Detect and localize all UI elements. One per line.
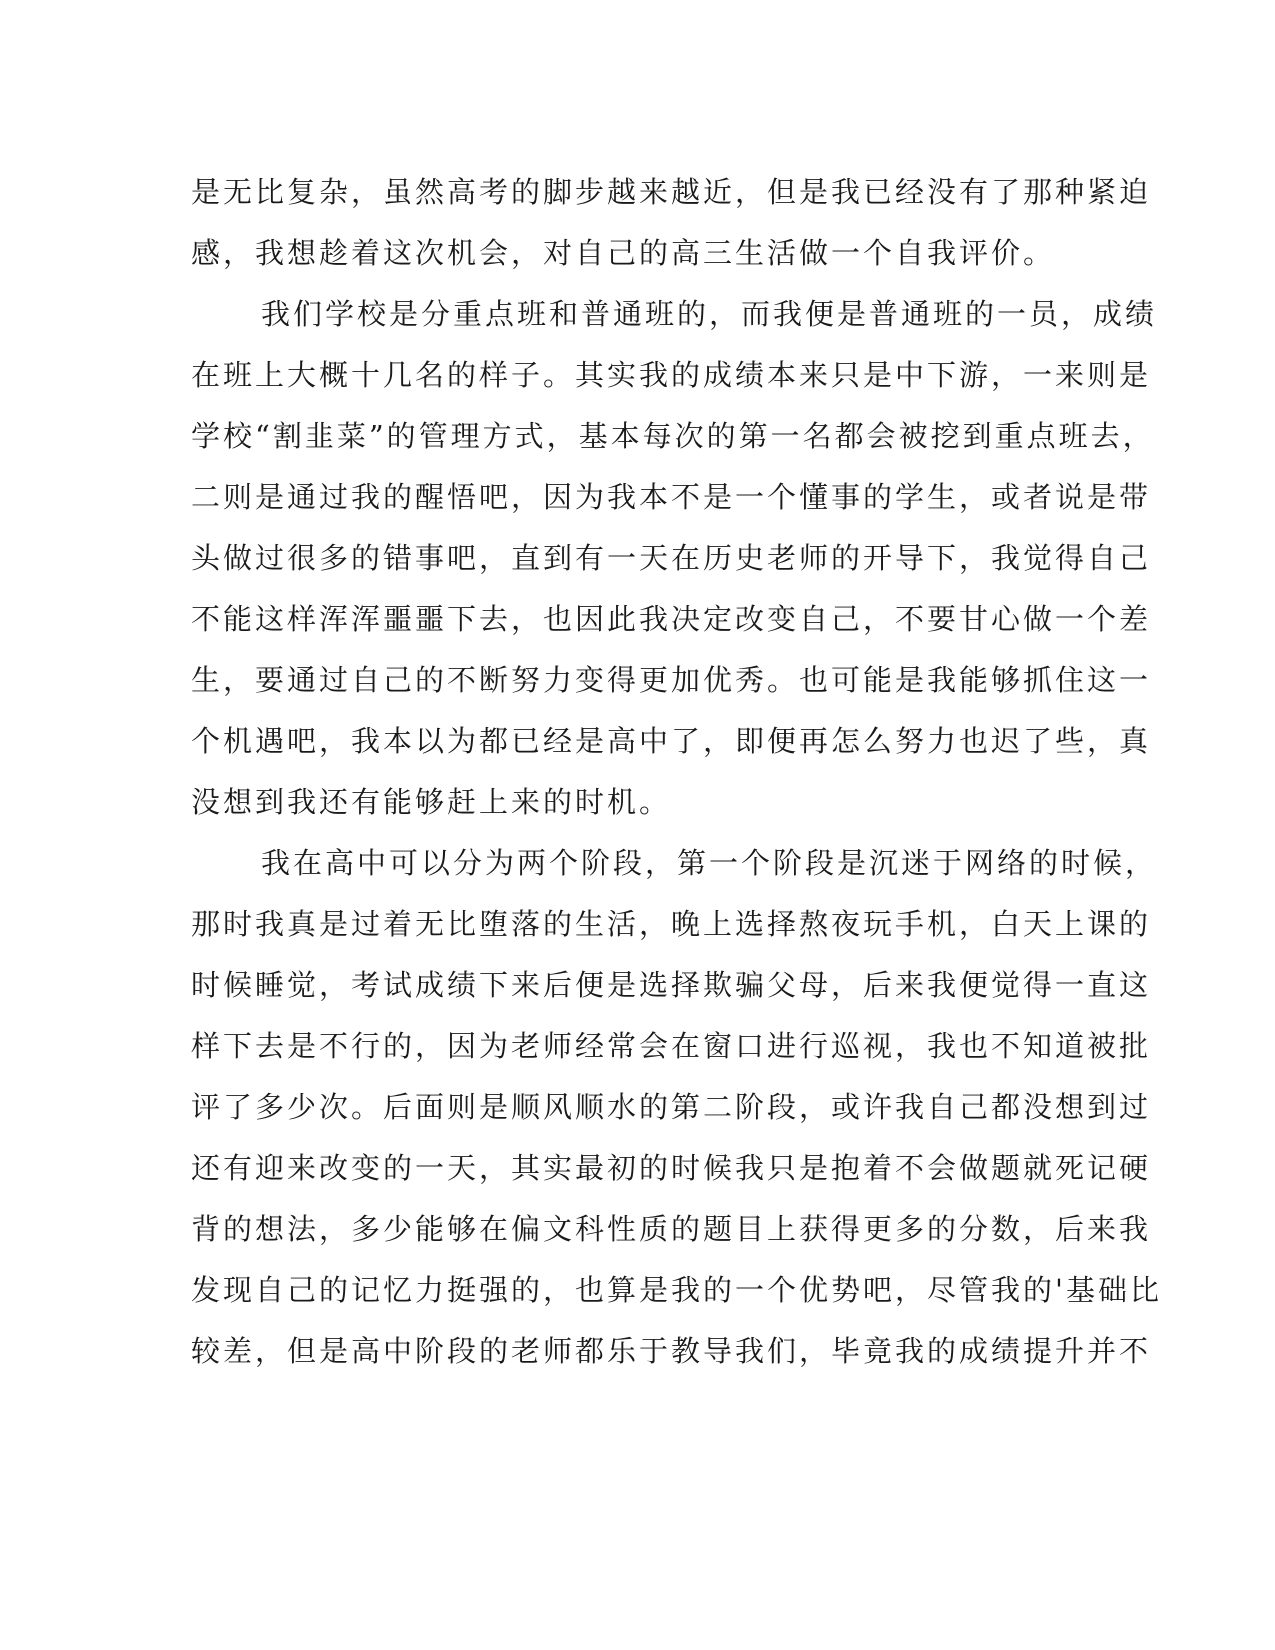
text-line: 背的想法，多少能够在偏文科性质的题目上获得更多的分数，后来我 (191, 1212, 1152, 1246)
text-line: 学校“割韭菜”的管理方式，基本每次的第一名都会被挖到重点班去， (191, 419, 1155, 453)
text-line: 没想到我还有能够赶上来的时机。 (191, 785, 672, 819)
text-line: 那时我真是过着无比堕落的生活，晚上选择熬夜玩手机，白天上课的 (191, 907, 1152, 941)
text-line: 头做过很多的错事吧，直到有一天在历史老师的开导下，我觉得自己 (191, 541, 1152, 575)
text-line: 时候睡觉，考试成绩下来后便是选择欺骗父母，后来我便觉得一直这 (191, 968, 1152, 1002)
body-text (191, 162, 1162, 1382)
text-line: 在班上大概十几名的样子。其实我的成绩本来只是中下游，一来则是 (191, 358, 1152, 392)
text-line: 感，我想趁着这次机会，对自己的高三生活做一个自我评价。 (191, 236, 1056, 270)
text-line: 发现自己的记忆力挺强的，也算是我的一个优势吧，尽管我的'基础比 (191, 1273, 1162, 1307)
text-line: 是无比复杂，虽然高考的脚步越来越近，但是我已经没有了那种紧迫 (191, 175, 1152, 209)
text-line: 二则是通过我的醒悟吧，因为我本不是一个懂事的学生，或者说是带 (191, 480, 1152, 514)
text-line: 样下去是不行的，因为老师经常会在窗口进行巡视，我也不知道被批 (191, 1029, 1152, 1063)
text-line: 生，要通过自己的不断努力变得更加优秀。也可能是我能够抓住这一 (191, 663, 1152, 697)
text-line: 还有迎来改变的一天，其实最初的时候我只是抱着不会做题就死记硬 (191, 1151, 1152, 1185)
paragraph-3 (191, 833, 1162, 1382)
text-line: 不能这样浑浑噩噩下去，也因此我决定改变自己，不要甘心做一个差 (191, 602, 1152, 636)
paragraph-1 (191, 162, 1152, 284)
text-line: 评了多少次。后面则是顺风顺水的第二阶段，或许我自己都没想到过 (191, 1090, 1152, 1124)
text-line: 我在高中可以分为两个阶段，第一个阶段是沉迷于网络的时候， (261, 846, 1158, 880)
paragraph-2 (191, 284, 1158, 833)
text-line: 我们学校是分重点班和普通班的，而我便是普通班的一员，成绩 (261, 297, 1158, 331)
text-line: 较差，但是高中阶段的老师都乐于教导我们，毕竟我的成绩提升并不 (191, 1334, 1152, 1368)
text-line: 个机遇吧，我本以为都已经是高中了，即便再怎么努力也迟了些，真 (191, 724, 1152, 758)
